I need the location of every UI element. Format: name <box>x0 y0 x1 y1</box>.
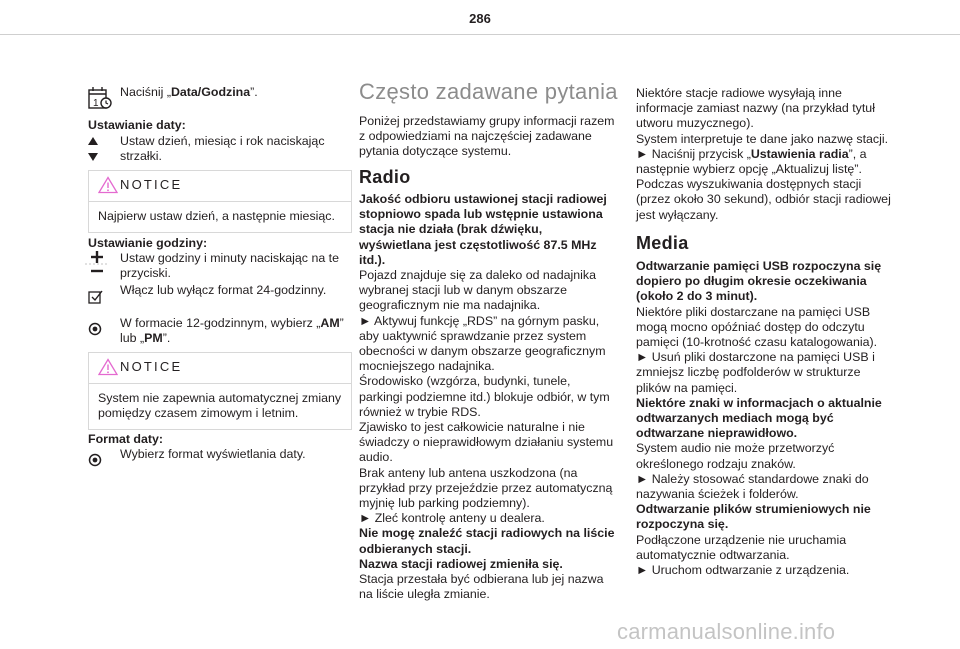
svg-text:1: 1 <box>93 98 99 109</box>
question: Jakość odbioru ustawionej stacji radiowej stopniowo spada lub wstępnie ustawiona stacja nie działa (brak dźwięku, wyświetlana jest częstotliwość 87.5 MHz itd.). <box>359 192 607 267</box>
watermark: carmanualsonline.info <box>617 619 836 644</box>
answer: System audio nie może przetworzyć określonego rodzaju znaków. <box>636 441 835 471</box>
plus-minus-icon <box>85 251 107 281</box>
ampm-mid: ” lub „ <box>120 316 344 346</box>
answer-step: ► Usuń pliki dostarczone na pamięci USB i zmniejsz liczbę podfolderów w strukturze plików na pamięci. <box>636 350 875 395</box>
answer-step: ► Uruchom odtwarzanie z urządzenia. <box>636 563 850 578</box>
media-section <box>636 259 892 578</box>
notice-text: System nie zapewnia automatycznej zmiany pomiędzy czasem zimowym i letnim. <box>98 391 342 421</box>
warning-icon <box>98 176 118 198</box>
header-divider <box>0 34 960 35</box>
time-text: Ustaw godziny i minuty naciskając na te przyciski. <box>120 251 340 281</box>
radio-section-cont <box>636 86 892 223</box>
answer: Podłączone urządzenie nie uruchamia automatycznie odtwarzania. <box>636 532 847 562</box>
radio-heading: Radio <box>359 167 411 187</box>
step1-bold: Data/Godzina <box>170 85 251 99</box>
answer: Pojazd znajduje się za daleko od nadajnika wybranej stacji lub w danym obszarze geograficznym nie ma nadajnika. <box>359 268 596 313</box>
answer: Niektóre stacje radiowe wysyłają inne informacje zamiast nazwy (na przykład tytuł utworu muzycznego). <box>636 86 875 131</box>
notice-box-1 <box>88 170 352 233</box>
warning-icon <box>98 358 118 380</box>
calendar-clock-icon <box>88 85 110 115</box>
notice-title: NOTICE <box>120 177 183 192</box>
checkbox-icon <box>88 289 110 319</box>
question: Nazwa stacji radiowej zmieniła się. <box>359 556 563 571</box>
answer: Podczas wyszukiwania dostępnych stacji (przez około 30 sekund), odbiór stacji radiowej jest wyłączany. <box>636 177 891 222</box>
step1-end: ”. <box>250 85 258 99</box>
radio-button-icon <box>88 322 110 352</box>
format24-text: Włącz lub wyłącz format 24-godzinny. <box>120 283 327 297</box>
am-label: AM <box>320 316 340 330</box>
ampm-end: ”. <box>162 331 171 346</box>
format-heading: Format daty: <box>88 432 164 446</box>
pm-label: PM <box>144 331 163 346</box>
notice-box-2 <box>88 352 352 430</box>
question: Odtwarzanie plików strumieniowych nie rozpoczyna się. <box>636 502 871 532</box>
question: Odtwarzanie pamięci USB rozpoczyna się dopiero po długim okresie oczekiwania (około 2 do 3 minut). <box>636 259 882 304</box>
faq-title: Często zadawane pytania <box>359 79 618 104</box>
answer-step: ► Aktywuj funkcję „RDS” na górnym pasku, aby uaktywnić sprawdzanie przez system obecności w danym obszarze geograficznym mocniejszego nadajnika. <box>359 313 606 374</box>
ampm-text: W formacie 12-godzinnym, wybierz „ <box>120 316 321 330</box>
answer-step: ► Należy stosować standardowe znaki do nazywania ścieżek i folderów. <box>636 471 869 502</box>
question: Nie mogę znaleźć stacji radiowych na liście odbieranych stacji. <box>359 526 615 556</box>
format-text: Wybierz format wyświetlania daty. <box>120 447 306 461</box>
date-heading: Ustawianie daty: <box>88 118 186 132</box>
answer-step: ► Naciśnij przycisk „Ustawienia radia”, a następnie wybierz opcję „Aktualizuj listę”. <box>636 146 867 177</box>
date-text: Ustaw dzień, miesiąc i rok naciskając strzałki. <box>120 134 325 164</box>
answer: Środowisko (wzgórza, budynki, tunele, parkingi podziemne itd.) blokuje odbiór, w tym również w trybie RDS. <box>359 374 610 419</box>
media-heading: Media <box>636 233 689 253</box>
question: Niektóre znaki w informacjach o aktualnie odtwarzanych mediach mogą być odtwarzane nieprawidłowo. <box>636 395 882 441</box>
radio-button-icon <box>88 453 110 483</box>
answer: Zjawisko to jest całkowicie naturalne i nie świadczy o nieprawidłowym działaniu systemu audio. <box>359 420 614 465</box>
time-heading: Ustawianie godziny: <box>88 236 208 250</box>
answer: System interpretuje te dane jako nazwę stacji. <box>636 131 889 146</box>
radio-section <box>359 192 617 602</box>
notice-text: Najpierw ustaw dzień, a następnie miesiąc. <box>98 209 335 223</box>
notice-title: NOTICE <box>120 359 183 374</box>
answer-step: ► Zleć kontrolę anteny u dealera. <box>359 511 545 526</box>
answer: Brak anteny lub antena uszkodzona (na przykład przy przejeździe przez automatyczną myjnię lub parking podziemny). <box>359 465 613 511</box>
step1-text: Naciśnij „ <box>120 85 171 99</box>
answer: Niektóre pliki dostarczane na pamięci USB mogą mocno opóźniać dostęp do odczytu pamięci (10-krotność czasu katalogowania). <box>636 304 878 350</box>
answer: Stacja przestała być odbierana lub jej nazwa na liście uległa zmianie. <box>359 572 604 602</box>
up-down-arrows-icon <box>86 136 108 166</box>
radio-settings-label: Ustawienia radia <box>750 146 849 161</box>
page-number: 286 <box>469 11 491 26</box>
faq-intro: Poniżej przedstawiamy grupy informacji razem z odpowiedziami na najczęściej zadawane pytania dotyczące systemu. <box>359 114 615 159</box>
